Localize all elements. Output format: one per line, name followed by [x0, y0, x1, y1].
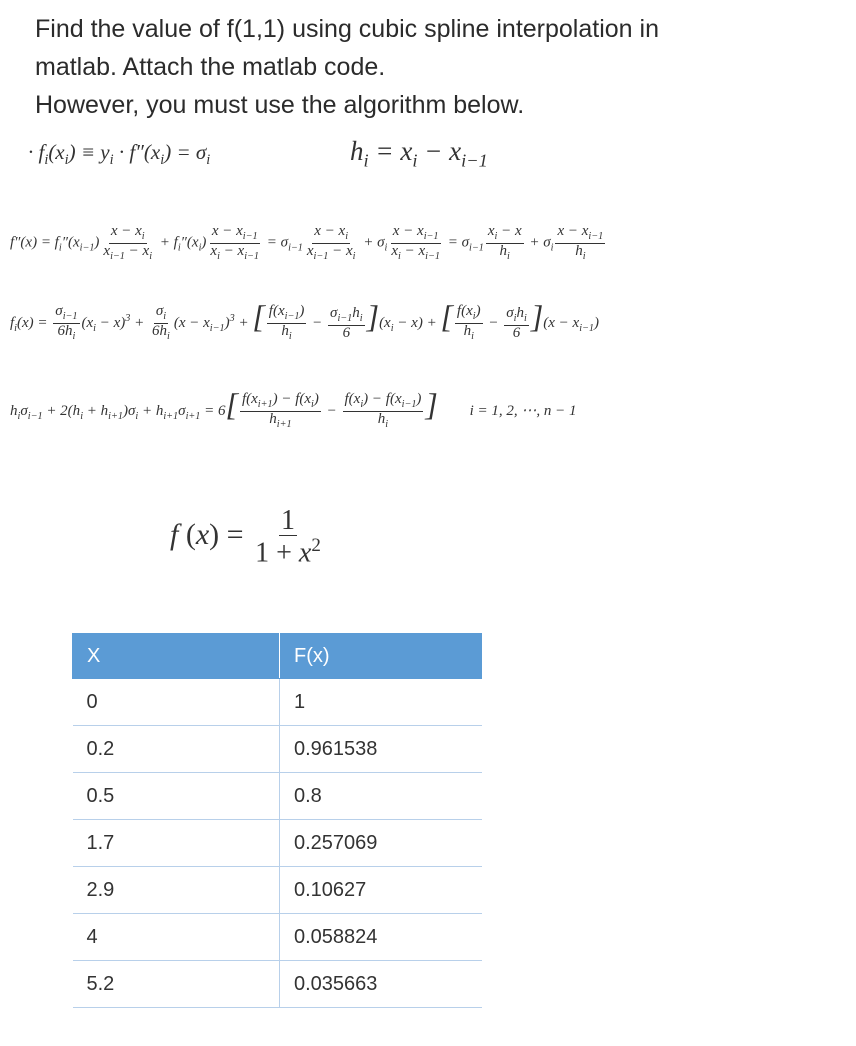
cell-fx: 0.961538 [280, 726, 482, 773]
table-header-row [73, 634, 482, 679]
cell-fx: 0.257069 [280, 820, 482, 867]
equation-definitions [28, 140, 210, 169]
equation-tridiagonal: $h_i\sigma_{i-1} + 2(h_i + h_{i+1})\sigma_i + h_{i+1}\sigma_{i+1} = 6$[ $\frac{f(x_{i+1}) - f(x_i)}{h_{i+1}}$ − $\frac{f(x_i) - f(x_{i-1})}{h_i}$ ] i = 1, 2, ⋯, n − 1 [10, 386, 577, 431]
data-table [72, 633, 482, 1008]
cell-fx: 0.035663 [280, 961, 482, 1008]
cell-fx: 0.10627 [280, 867, 482, 914]
equation-h-def: $h_i = x_i - x_{i-1}$ [350, 136, 488, 171]
cell-x: 0.5 [73, 773, 280, 820]
question-line-1: Find the value of f(1,1) using cubic spline interpolation in [35, 15, 659, 43]
header-fx: F(x) [280, 634, 482, 679]
cell-x: 0.2 [73, 726, 280, 773]
table-row [73, 820, 482, 867]
question-line-3: However, you must use the algorithm below. [35, 91, 525, 119]
question-text [35, 10, 825, 124]
question-line-2: matlab. Attach the matlab code. [35, 53, 386, 81]
equation-second-derivative: $f''(x) = f_i''(x_{i-1})$ $\frac{x - x_i}{x_{i-1} - x_i}$ + $f_i''(x_i)$ $\frac{x - x_{i-1}}{x_i - x_{i-1}}$ = $\sigma_{i-1}$ $\frac{x - x_i}{x_{i-1} - x_i}$ + $\sigma_i$ $\frac{x - x_{i-1}}{x_i - x_{i-1}}$ = $\sigma_{i-1}$ $\frac{x_i - x}{h_i}$ + $\sigma_i$ $\frac{x - x_{i-1}}{h_i}$ [10, 223, 604, 262]
table-row [73, 961, 482, 1008]
table-row [73, 914, 482, 961]
table-row [73, 726, 482, 773]
cell-fx: 0.8 [280, 773, 482, 820]
equation-fi-sigma: · $f_i(x_i) \equiv y_i \cdot f''(x_i) = \sigma_i$ [28, 140, 211, 169]
cell-x: 5.2 [73, 961, 280, 1008]
cell-fx: 0.058824 [280, 914, 482, 961]
function-definition: f (x) = $\frac{1}{1 + x^2}$ [170, 505, 321, 569]
cell-x: 0 [73, 679, 280, 726]
cell-fx: 1 [280, 679, 482, 726]
header-x: X [73, 634, 280, 679]
cell-x: 1.7 [73, 820, 280, 867]
equation-spline: $f_i(x)$ = $\frac{\sigma_{i-1}}{6h_i}$ $(x_i - x)^3$ + $\frac{\sigma_i}{6h_i}$ $(x - x_{i-1})^3$ + [ $\frac{f(x_{i-1})}{h_i}$ − $\frac{\sigma_{i-1}h_i}{6}$ ]$(x_i - x)$ + [ $\frac{f(x_i)}{h_i}$ − $\frac{\sigma_ih_i}{6}$ ]$(x - x_{i-1})$ [10, 298, 600, 343]
cell-x: 2.9 [73, 867, 280, 914]
xy-table [72, 633, 482, 1008]
cell-x: 4 [73, 914, 280, 961]
table-row [73, 773, 482, 820]
table-row [73, 679, 482, 726]
table-row [73, 867, 482, 914]
